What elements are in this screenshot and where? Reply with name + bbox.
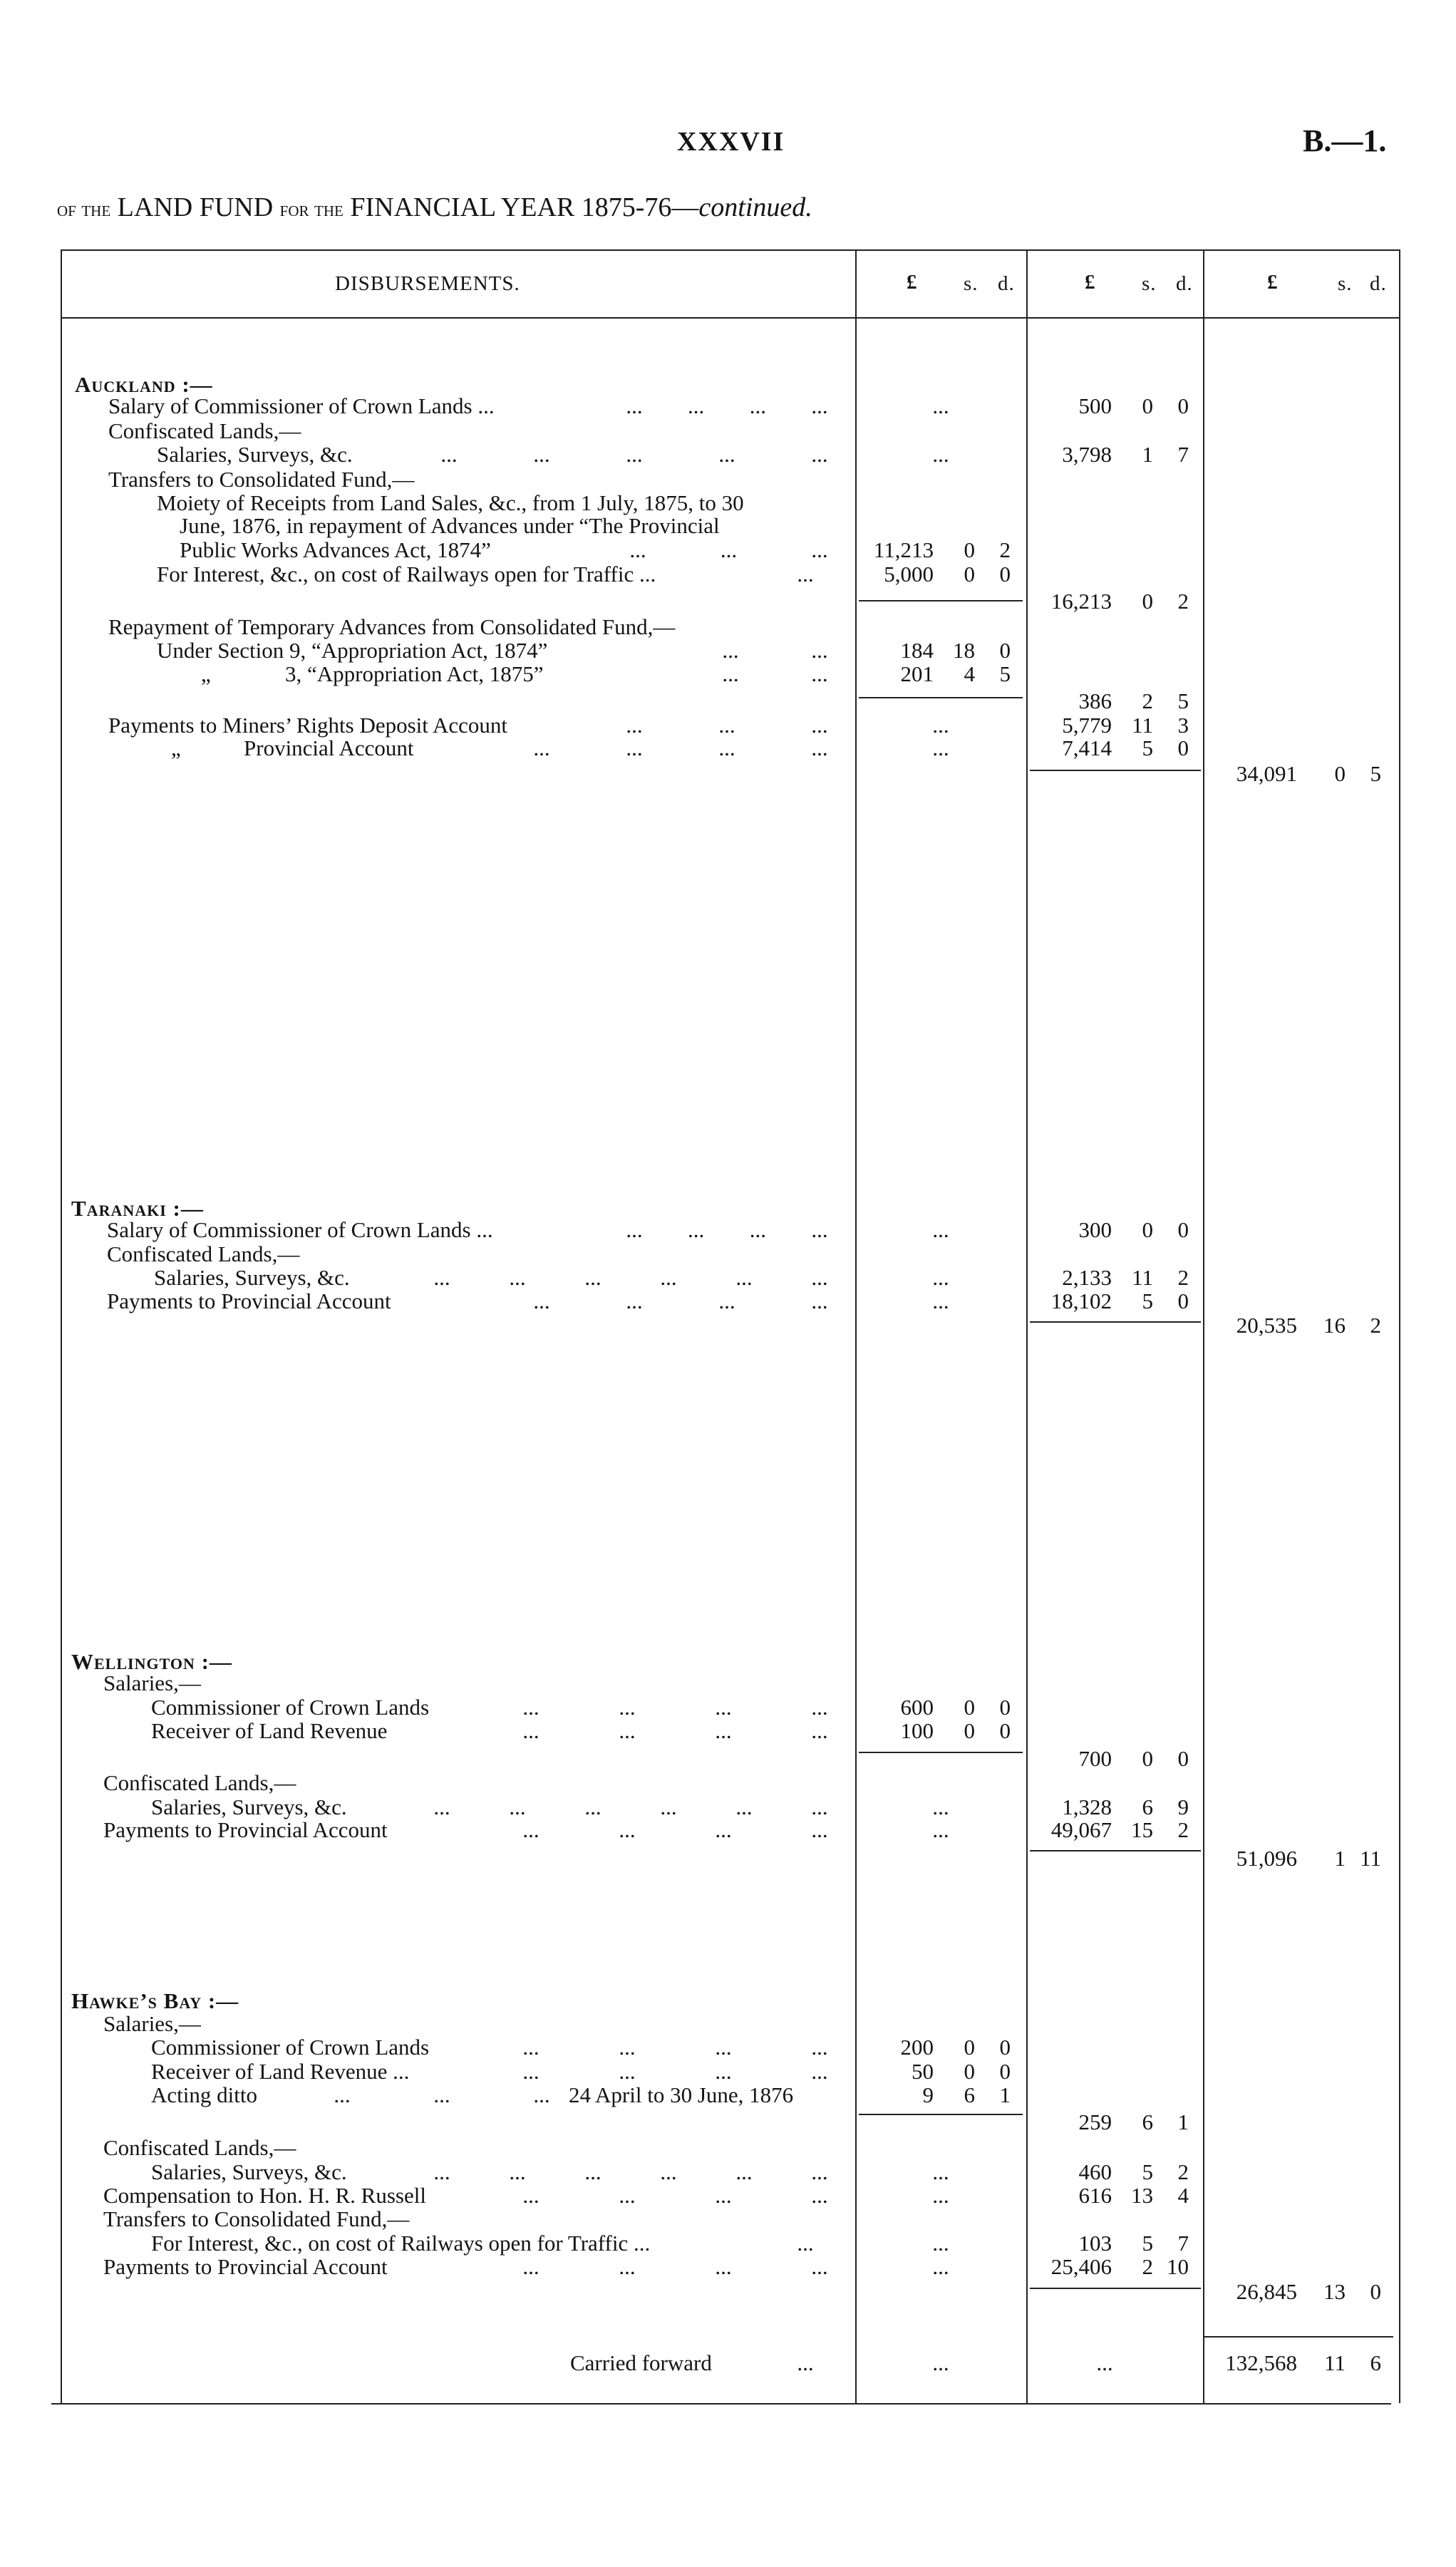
col3-shillings: 16 <box>1323 1313 1346 1338</box>
col1-shillings: 18 <box>953 638 975 663</box>
table-top-rule <box>61 249 1400 251</box>
leader-dots: ... ... <box>722 661 828 686</box>
title-continued: continued. <box>698 192 812 222</box>
leader-dots: ... ... ... ... <box>522 1718 828 1743</box>
row-label: Commissioner of Crown Lands <box>151 2035 430 2060</box>
row-label: Salaries, Surveys, &c. <box>151 2159 347 2184</box>
title-prefix: of the <box>57 197 111 221</box>
col2-pence: 2 <box>1177 589 1189 614</box>
col1-pounds: 9 <box>922 2082 934 2107</box>
col2-shillings: 2 <box>1142 2254 1153 2279</box>
row-label: Provincial Account <box>244 735 414 760</box>
col3-pounds: 20,535 <box>1236 1313 1297 1338</box>
row-label: Salaries, Surveys, &c. <box>157 442 353 467</box>
table-bottom-rule <box>51 2403 1391 2405</box>
acting-period: 24 April to 30 June, 1876 <box>569 2082 794 2107</box>
col3-pence-header: d. <box>1370 272 1387 295</box>
col3-pounds: 51,096 <box>1236 1846 1297 1871</box>
ditto-mark: „ <box>201 661 211 686</box>
col1-empty: ... <box>932 1817 949 1842</box>
col1-empty: ... <box>932 442 949 467</box>
col2-pounds: 616 <box>1078 2183 1112 2208</box>
col2-pounds: 16,213 <box>1050 589 1112 614</box>
col3-shillings: 1 <box>1334 1846 1346 1871</box>
col1-empty: ... <box>932 2159 949 2184</box>
col2-pounds: 1,328 <box>1062 1794 1112 1819</box>
leader-dots: ... ... ... ... ... ... <box>433 1265 828 1290</box>
header-rule <box>61 317 1400 319</box>
col1-empty: ... <box>932 713 949 738</box>
leader-dots: ... <box>797 2350 814 2375</box>
col1-shillings: 0 <box>964 2059 975 2084</box>
col1-pence: 0 <box>999 638 1011 663</box>
col2-shillings: 5 <box>1142 2159 1153 2184</box>
col1-empty: ... <box>932 1794 949 1819</box>
col2-pound-header: £ <box>1085 271 1095 294</box>
col2-empty: ... <box>1096 2350 1113 2375</box>
col2-pounds: 300 <box>1078 1217 1112 1242</box>
row-label: 3, “Appropriation Act, 1875” <box>285 661 544 686</box>
row-label: Confiscated Lands,— <box>107 1241 300 1266</box>
col1-pounds: 600 <box>900 1695 934 1720</box>
document-reference: B.—1. <box>1303 123 1387 158</box>
col1-pence: 2 <box>999 537 1011 562</box>
row-label: Payments to Provincial Account <box>107 1288 391 1313</box>
leader-dots: ... ... ... ... <box>522 1695 828 1720</box>
col1-empty: ... <box>932 1265 949 1290</box>
col2-pence: 5 <box>1177 688 1189 713</box>
subtotal-rule <box>859 697 1023 698</box>
col2-shillings: 0 <box>1142 589 1153 614</box>
row-label: Confiscated Lands,— <box>103 2135 296 2160</box>
row-label: Confiscated Lands,— <box>103 1770 296 1795</box>
col3-shillings: 13 <box>1323 2279 1346 2304</box>
col1-pounds: 100 <box>900 1718 934 1743</box>
col1-empty: ... <box>932 735 949 760</box>
col1-pound-header: £ <box>907 271 917 294</box>
col1-shillings: 6 <box>964 2082 975 2107</box>
col1-pounds: 200 <box>900 2035 934 2060</box>
subtotal-rule <box>1030 770 1201 771</box>
col1-pence: 0 <box>999 2035 1011 2060</box>
col2-shillings: 11 <box>1132 1265 1153 1290</box>
col1-shillings: 4 <box>964 661 975 686</box>
col2-shillings: 2 <box>1142 688 1153 713</box>
row-label: Confiscated Lands,— <box>108 418 301 443</box>
col1-empty: ... <box>932 1288 949 1313</box>
row-label: Salaries, Surveys, &c. <box>151 1794 347 1819</box>
subtotal-rule <box>1030 1850 1201 1851</box>
row-label: Repayment of Temporary Advances from Consolidated Fund,— <box>108 614 676 639</box>
col2-pence: 0 <box>1177 735 1189 760</box>
table-right-border <box>1399 249 1400 2403</box>
col2-shillings: 5 <box>1142 2231 1153 2256</box>
row-label: Acting ditto <box>151 2082 257 2107</box>
col1-pence: 5 <box>999 661 1011 686</box>
col2-pence: 7 <box>1177 442 1189 467</box>
auckland-heading: Auckland :— <box>75 372 213 397</box>
row-label: Salary of Commissioner of Crown Lands ... <box>107 1217 493 1242</box>
row-label: Receiver of Land Revenue ... <box>151 2059 410 2084</box>
row-label: Salary of Commissioner of Crown Lands ... <box>108 393 495 418</box>
row-label: Commissioner of Crown Lands <box>151 1695 430 1720</box>
subtotal-rule <box>1030 1321 1201 1323</box>
col3-pounds: 132,568 <box>1225 2350 1297 2375</box>
row-label: Compensation to Hon. H. R. Russell <box>103 2183 426 2208</box>
row-label: Salaries,— <box>103 1670 201 1695</box>
col1-pence: 0 <box>999 2059 1011 2084</box>
leader-dots: ... ... ... ... <box>522 2254 828 2279</box>
leader-dots: ... <box>797 562 814 587</box>
col2-pence: 0 <box>1177 1217 1189 1242</box>
hawkes-bay-heading: Hawke’s Bay :— <box>71 1988 239 2013</box>
col1-shillings: 0 <box>964 562 975 587</box>
leader-dots: ... ... ... ... ... ... <box>433 1794 828 1819</box>
row-label: Payments to Provincial Account <box>103 2254 388 2279</box>
col1-empty: ... <box>932 2254 949 2279</box>
col3-shillings-header: s. <box>1338 272 1353 295</box>
row-label: Under Section 9, “Appropriation Act, 1874” <box>157 638 548 663</box>
leader-dots: ... ... ... <box>626 713 828 738</box>
leader-dots: ... ... ... ... <box>626 393 828 418</box>
col2-shillings: 0 <box>1142 1217 1153 1242</box>
col2-pence: 2 <box>1177 1265 1189 1290</box>
col1-empty: ... <box>932 2183 949 2208</box>
col2-pounds: 49,067 <box>1050 1817 1112 1842</box>
col2-pounds: 700 <box>1078 1746 1112 1771</box>
col1-empty: ... <box>932 1217 949 1242</box>
col1-shillings: 0 <box>964 537 975 562</box>
col1-pence: 0 <box>999 1718 1011 1743</box>
col3-pound-header: £ <box>1267 271 1278 294</box>
subtotal-rule <box>859 600 1023 601</box>
title-main-1: LAND FUND <box>117 192 274 222</box>
col2-pence-header: d. <box>1176 272 1193 295</box>
col3-pence: 6 <box>1370 2350 1381 2375</box>
leader-dots: ... ... ... ... <box>522 1817 828 1842</box>
col1-pounds: 201 <box>900 661 934 686</box>
col2-shillings: 5 <box>1142 735 1153 760</box>
table-left-border <box>61 249 62 2403</box>
col2-pounds: 18,102 <box>1050 1288 1112 1313</box>
leader-dots: ... ... ... ... <box>522 2183 828 2208</box>
row-label: Salaries,— <box>103 2011 201 2036</box>
leader-dots: ... ... <box>722 638 828 663</box>
col2-shillings: 1 <box>1142 442 1153 467</box>
col2-pounds: 460 <box>1078 2159 1112 2184</box>
subtotal-rule <box>859 1752 1023 1753</box>
col2-pence: 1 <box>1177 2109 1189 2134</box>
col2-shillings-header: s. <box>1142 272 1157 295</box>
col2-pence: 10 <box>1167 2254 1189 2279</box>
col1-pounds: 50 <box>912 2059 934 2084</box>
subtotal-rule <box>1030 2288 1201 2289</box>
col1-pence: 0 <box>999 1695 1011 1720</box>
col1-pence: 0 <box>999 562 1011 587</box>
row-label: June, 1876, in repayment of Advances under “The Provincial <box>180 513 720 538</box>
col2-shillings: 15 <box>1131 1817 1153 1842</box>
col2-pence: 2 <box>1177 2159 1189 2184</box>
col2-shillings: 11 <box>1132 713 1153 738</box>
col3-pounds: 34,091 <box>1236 761 1297 786</box>
col1-shillings: 0 <box>964 2035 975 2060</box>
column-divider-1 <box>855 249 857 2403</box>
col1-empty: ... <box>932 2350 949 2375</box>
col2-shillings: 0 <box>1142 1746 1153 1771</box>
col3-pence: 11 <box>1360 1846 1381 1871</box>
col2-shillings: 6 <box>1142 1794 1153 1819</box>
row-label: Transfers to Consolidated Fund,— <box>108 467 415 492</box>
row-label: Moiety of Receipts from Land Sales, &c., from 1 July, 1875, to 30 <box>157 490 744 515</box>
leader-dots: ... ... ... ... <box>533 735 828 760</box>
row-label: Public Works Advances Act, 1874” <box>180 537 491 562</box>
leader-dots: ... ... ... ... <box>522 2059 828 2084</box>
col2-pounds: 500 <box>1078 393 1112 418</box>
col1-pounds: 184 <box>900 638 934 663</box>
row-label: Payments to Provincial Account <box>103 1817 388 1842</box>
col2-pence: 7 <box>1177 2231 1189 2256</box>
row-label: Payments to Miners’ Rights Deposit Account <box>108 713 507 738</box>
row-label: Transfers to Consolidated Fund,— <box>103 2206 410 2231</box>
col2-pence: 3 <box>1177 713 1189 738</box>
col2-pence: 9 <box>1177 1794 1189 1819</box>
col3-pence: 5 <box>1370 761 1381 786</box>
col2-pounds: 2,133 <box>1062 1265 1112 1290</box>
wellington-heading: Wellington :— <box>71 1649 232 1674</box>
col3-shillings: 0 <box>1334 761 1346 786</box>
col2-shillings: 0 <box>1142 393 1153 418</box>
taranaki-heading: Taranaki :— <box>71 1196 204 1221</box>
col2-pounds: 259 <box>1078 2109 1112 2134</box>
row-label: For Interest, &c., on cost of Railways open for Traffic ... <box>151 2231 651 2256</box>
col2-shillings: 6 <box>1142 2109 1153 2134</box>
col1-empty: ... <box>932 393 949 418</box>
col1-pence-header: d. <box>998 272 1015 295</box>
col3-pence: 0 <box>1370 2279 1381 2304</box>
col2-shillings: 5 <box>1142 1288 1153 1313</box>
col2-pounds: 25,406 <box>1050 2254 1112 2279</box>
row-label: Receiver of Land Revenue <box>151 1718 388 1743</box>
col2-pounds: 3,798 <box>1062 442 1112 467</box>
col3-pence: 2 <box>1370 1313 1381 1338</box>
ditto-mark: „ <box>171 735 181 760</box>
col2-pence: 0 <box>1177 1746 1189 1771</box>
col2-pence: 2 <box>1177 1817 1189 1842</box>
col1-empty: ... <box>932 2231 949 2256</box>
leader-dots: ... <box>797 2231 814 2256</box>
col2-pence: 4 <box>1177 2183 1189 2208</box>
grand-total-rule <box>1204 2336 1393 2338</box>
col1-pounds: 5,000 <box>884 562 934 587</box>
col2-pounds: 386 <box>1078 688 1112 713</box>
leader-dots: ... ... ... <box>629 537 828 562</box>
page-title <box>57 194 812 221</box>
column-divider-3 <box>1203 249 1204 2403</box>
col1-shillings: 0 <box>964 1718 975 1743</box>
leader-dots: ... ... ... ... <box>522 2035 828 2060</box>
col1-shillings: 0 <box>964 1695 975 1720</box>
col1-pence: 1 <box>999 2082 1011 2107</box>
col2-pounds: 5,779 <box>1062 713 1112 738</box>
col1-pounds: 11,213 <box>873 537 934 562</box>
col3-pounds: 26,845 <box>1236 2279 1297 2304</box>
leader-dots: ... ... ... ... ... ... <box>433 2159 828 2184</box>
subtotal-rule <box>859 2114 1023 2115</box>
row-label: For Interest, &c., on cost of Railways open for Traffic ... <box>157 562 656 587</box>
col2-pence: 0 <box>1177 393 1189 418</box>
leader-dots: ... ... ... <box>334 2082 550 2107</box>
leader-dots: ... ... ... ... <box>533 1288 828 1313</box>
col2-pounds: 103 <box>1078 2231 1112 2256</box>
col2-pence: 0 <box>1177 1288 1189 1313</box>
row-label: Salaries, Surveys, &c. <box>154 1265 350 1290</box>
col2-shillings: 13 <box>1131 2183 1153 2208</box>
leader-dots: ... ... ... ... <box>626 1217 828 1242</box>
col1-shillings-header: s. <box>964 272 979 295</box>
title-mid: for the <box>279 197 344 221</box>
col3-shillings: 11 <box>1324 2350 1346 2375</box>
disbursements-header: DISBURSEMENTS. <box>335 272 520 295</box>
page-number: XXXVII <box>677 127 785 157</box>
leader-dots: ... ... ... ... ... <box>440 442 828 467</box>
title-main-2: FINANCIAL YEAR 1875-76— <box>350 192 699 222</box>
carried-forward-label: Carried forward <box>570 2350 712 2375</box>
col2-pounds: 7,414 <box>1062 735 1112 760</box>
column-divider-2 <box>1026 249 1028 2403</box>
